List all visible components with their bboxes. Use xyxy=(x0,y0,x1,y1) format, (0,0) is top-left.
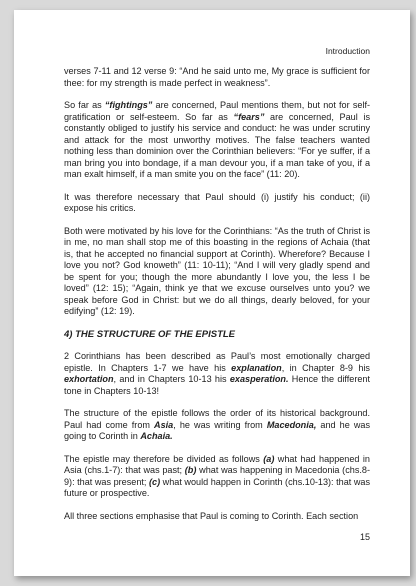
paragraph-8: All three sections emphasise that Paul is coming to Corinth. Each section xyxy=(64,510,359,521)
marker-a: (a) xyxy=(263,453,275,464)
emphasis-macedonia: Macedonia, xyxy=(266,419,317,430)
paragraph-7: The epistle may therefore be divided as follows (a) what had happened in Asia (chs.1-7): that was past; (b) what was happening in Macedonia (chs.8-9): that was present; (c) what would happen in Corinth (chs.10-13): that was future or prospective. xyxy=(64,453,371,498)
paragraph-4: Both were motivated by his love for the Corinthians: “As the truth of Christ is in me, no man shall stop me of this boasting in the regions of Achaia (that is, that he accepted no financial support at Corinth). Wherefore? Because I love you not? God knoweth” (11: 10-11); “And I will very gladly spend and be spent for you; though the more abundantly I love you, the less I be loved” (12: 15); “Again, think ye that we excuse ourselves unto you? we speak before God in Christ: but we do all things, dearly beloved, for your edifying” (12: 19). xyxy=(64,225,370,316)
paragraph-3: It was therefore necessary that Paul should (i) justify his conduct; (ii) expose his critics. xyxy=(64,191,370,213)
emphasis-fightings: “fightings” xyxy=(104,100,153,110)
emphasis-exasperation: exasperation. xyxy=(229,374,289,384)
emphasis-exhortation: exhortation xyxy=(64,374,114,384)
emphasis-explanation: explanation xyxy=(231,362,282,373)
book-page xyxy=(14,10,410,576)
marker-c: (c) xyxy=(148,476,161,487)
emphasis-achaia: Achaia. xyxy=(140,431,173,441)
page-number: 15 xyxy=(359,532,370,542)
marker-b: (b) xyxy=(184,465,197,475)
running-header: Introduction xyxy=(325,46,370,56)
emphasis-fears: “fears” xyxy=(233,111,265,122)
paragraph-2: So far as “fightings” are concerned, Paul mentions them, but not for self-gratification or self-esteem. So far as “fears” are concerned, Paul is constantly obliged to justify his service and conduct: he was under scrutiny and attack for the most unworthy motives. The false teachers wanted nothing less than dominion over the Corinthian believers: “For ye suffer, if a man bring you into bondage, if a man devour you, if a man take of you, if a man exalt himself, if a man smite you on the face” (11: 20). xyxy=(64,100,371,179)
section-heading: 4) THE STRUCTURE OF THE EPISTLE xyxy=(64,328,236,340)
emphasis-asia: Asia xyxy=(154,419,174,430)
paragraph-6: The structure of the epistle follows the order of its historical background. Paul had come from Asia, he was writing from Macedonia, and he was going to Corinth in Achaia. xyxy=(64,408,370,441)
paragraph-5: 2 Corinthians has been described as Paul’s most emotionally charged epistle. In Chapters 1-7 we have his explanation, in Chapter 8-9 his exhortation, and in Chapters 10-13 his exasperation. Hence the different tone in Chapters 10-13! xyxy=(64,351,371,396)
paragraph-1: verses 7-11 and 12 verse 9: “And he said unto me, My grace is sufficient for thee: for my strength is made perfect in weakness”. xyxy=(64,66,370,88)
body-text xyxy=(64,66,370,533)
